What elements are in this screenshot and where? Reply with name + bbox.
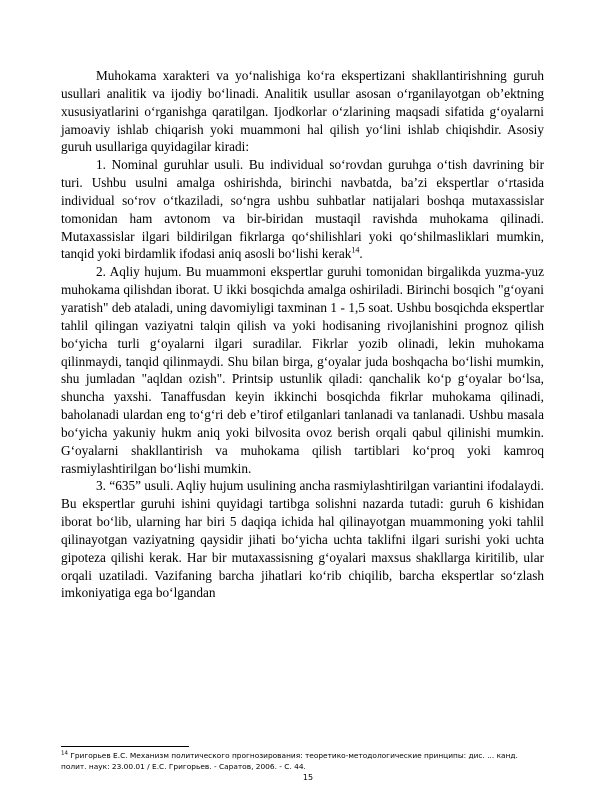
footnote-marker: 14 — [61, 750, 68, 757]
footnote — [61, 750, 545, 773]
paragraph-nominal-groups — [61, 156, 544, 263]
paragraph-635-method — [61, 477, 544, 602]
footnote-separator — [61, 746, 189, 747]
paragraph-nominal-groups-text: 1. Nominal guruhlar usuli. Bu individual so‘rovdan guruhga o‘tish davrining bir turi. Ushbu usulni amalga oshirishda, birinchi navbatda, ba’zi ekspertlar o‘rtasida individual so‘rov o‘tkaziladi, so‘ngra ushbu suhbatlar natijalari boshqa mutaxassislar tomonidan ham avtonom va bir-biridan mustaqil ravishda muhokama qilinadi. Mutaxassislar ilgari bildirilgan fikrlarga qo‘shilishlari yoki qo‘shilmasliklari mumkin, tanqid yoki birdamlik ifodasi aniq asosli bo‘lishi kerak — [61, 157, 544, 262]
paragraph-635-method-text: 3. “635” usuli. Aqliy hujum usulining ancha rasmiylashtirilgan variantini ifodalaydi. Bu ekspertlar guruhi ishini quyidagi tartibga solishni nazarda tutadi: guruh 6 kishidan iborat bo‘lib, ularning har biri 5 daqiqa ichida hal qilinayotgan muammoning yoki tahlil qilinayotgan vaziyatning qaysidir jihati bo‘yicha uchta taklifni ilgari surishi yoki uchta gipoteza qilishi kerak. Har bir mutaxassisning g‘oyalari maxsus shakllarga kiritilib, ular orqali uzatiladi. Vazifaning barcha jihatlari ko‘rib chiqilib, barcha ekspertlar so‘zlash imkoniyatiga ega bo‘lgandan — [61, 478, 544, 601]
paragraph-brainstorm-text: 2. Aqliy hujum. Bu muammoni ekspertlar guruhi tomonidan birgalikda yuzma-yuz muhokama qilishdan iborat. U ikki bosqichda amalga oshiriladi. Birinchi bosqich "g‘oyani yaratish" deb ataladi, uning davomiyligi taxminan 1 - 1,5 soat. Ushbu bosqichda ekspertlar tahlil qilingan vaziyatni talqin qilish va yoki hodisaning rivojlanishini prognoz qilish bo‘yicha turli g‘oyalarni ilgari suradilar. Fikrlar yozib olinadi, lekin muhokama qilinmaydi, tanqid qilinmaydi. Shu bilan birga, g‘oyalar juda boshqacha bo‘lishi mumkin, shu jumladan "aqldan ozish". Printsip ustunlik qiladi: qanchalik ko‘p g‘oyalar bo‘lsa, shuncha yaxshi. Tanaffusdan keyin ikkinchi bosqichda fikrlar muhokama qilinadi, baholanadi ulardan eng to‘g‘ri deb e’tirof etilganlari tanlanadi va tanlanadi. Ushbu masala bo‘yicha yakuniy hukm aniq yoki bilvosita ovoz berish orqali qabul qilinishi mumkin. G‘oyalarni shakllantirish va muhokama qilish tartiblari ko‘proq yoki kamroq rasmiylashtirilgan bo‘lishi mumkin. — [61, 264, 544, 476]
footnote-text: Григорьев Е.С. Механизм политического прогнозирования: теоретико-методологические принципы: дис. ... канд. полит. наук: 23.00.01 / Е.С. Григорьев. - Саратов, 2006. - С. 44. — [61, 751, 518, 772]
paragraph-intro-text: Muhokama xarakteri va yo‘nalishiga ko‘ra ekspertizani shakllantirishning guruh usullari analitik va ijodiy bo‘linadi. Analitik usullar asosan o‘rganilayotgan ob’ektning xususiyatlarini o‘rganishga qaratilgan. Ijodkorlar o‘zlarining maqsadi sifatida g‘oyalarni jamoaviy ishlab chiqarish yoki muammoni hal qilish yo‘lini ishlab chiqishdir. Asosiy guruh usullariga quyidagilar kiradi: — [61, 68, 544, 155]
page-number: 15 — [302, 773, 314, 782]
paragraph-intro — [61, 67, 544, 156]
paragraph-nominal-groups-end: . — [359, 246, 363, 262]
footnote-reference[interactable]: 14 — [351, 246, 360, 256]
paragraph-brainstorm — [61, 263, 544, 477]
body-text — [61, 67, 544, 602]
